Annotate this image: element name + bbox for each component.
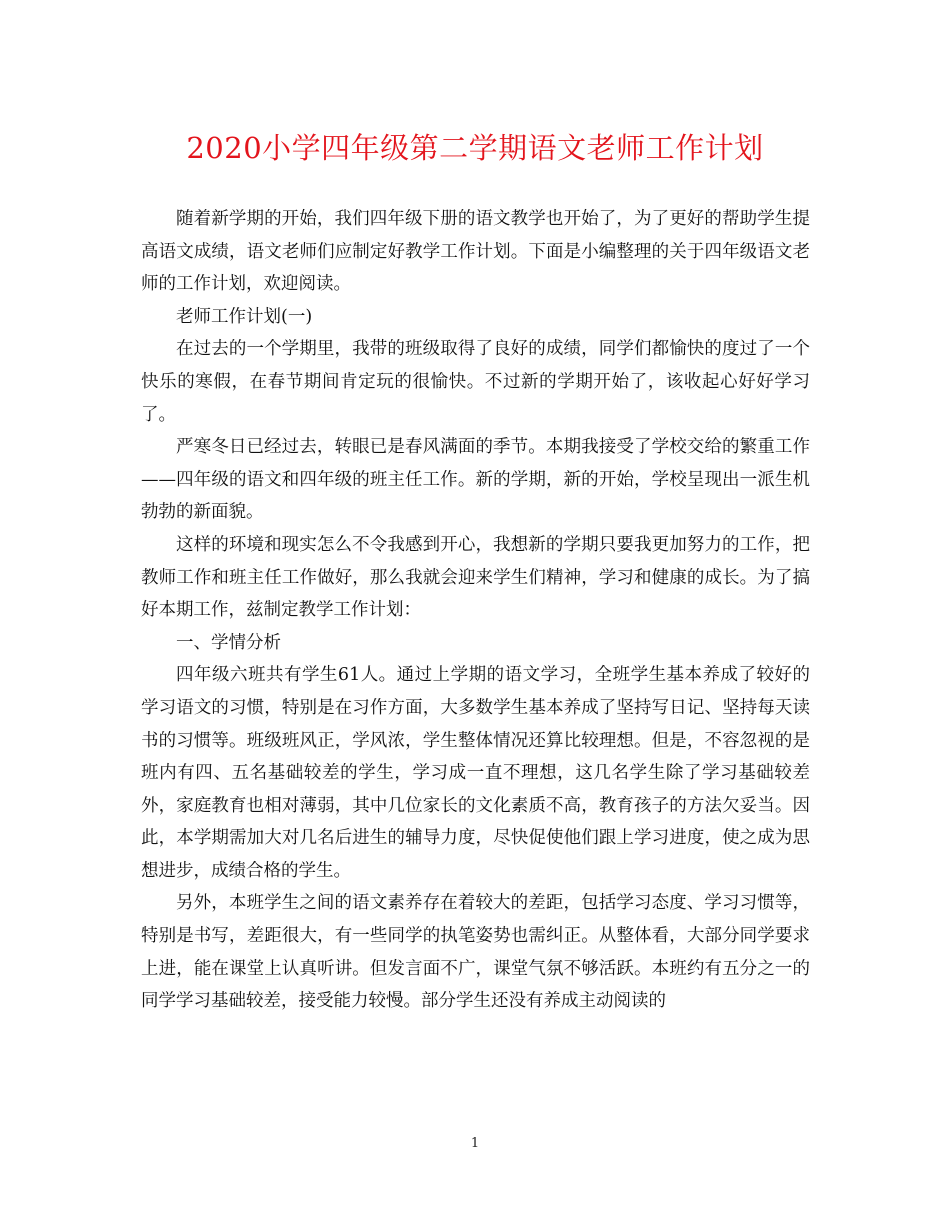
paragraph: 严寒冬日已经过去，转眼已是春风满面的季节。本期我接受了学校交给的繁重工作——四年级的语文和四年级的班主任工作。新的学期，新的开始，学校呈现出一派生机勃勃的新面貌。	[141, 437, 810, 523]
section-heading-plan-one: 老师工作计划(一)	[176, 306, 313, 327]
page-number: 1	[470, 1136, 480, 1151]
document-body	[141, 203, 810, 1018]
paragraph: 这样的环境和现实怎么不令我感到开心，我想新的学期只要我更加努力的工作，把教师工作和班主任工作做好，那么我就会迎来学生们精神，学习和健康的成长。为了搞好本期工作，兹制定教学工作计划：	[141, 534, 810, 621]
paragraph: 另外，本班学生之间的语文素养存在着较大的差距，包括学习态度、学习习惯等，特别是书写，差距很大，有一些同学的执笔姿势也需纠正。从整体看，大部分同学要求上进，能在课堂上认真听讲。但发言面不广，课堂气氛不够活跃。本班约有五分之一的同学学习基础较差，接受能力较慢。部分学生还没有养成主动阅读的	[141, 893, 810, 1012]
paragraph: 在过去的一个学期里，我带的班级取得了良好的成绩，同学们都愉快的度过了一个快乐的寒假，在春节期间肯定玩的很愉快。不过新的学期开始了，该收起心好好学习了。	[141, 339, 810, 425]
section-heading-situation-analysis: 一、学情分析	[176, 632, 281, 653]
paragraph-intro: 随着新学期的开始，我们四年级下册的语文教学也开始了，为了更好的帮助学生提高语文成绩，语文老师们应制定好教学工作计划。下面是小编整理的关于四年级语文老师的工作计划，欢迎阅读。	[141, 209, 810, 295]
paragraph: 四年级六班共有学生61人。通过上学期的语文学习，全班学生基本养成了较好的学习语文的习惯，特别是在习作方面，大多数学生基本养成了坚持写日记、坚持每天读书的习惯等。班级班风正，学风浓，学生整体情况还算比较理想。但是，不容忽视的是班内有四、五名基础较差的学生，学习成一直不理想，这几名学生除了学习基础较差外，家庭教育也相对薄弱，其中几位家长的文化素质不高，教育孩子的方法欠妥当。因此，本学期需加大对几名后进生的辅导力度，尽快促使他们跟上学习进度，使之成为思想进步，成绩合格的学生。	[141, 665, 810, 881]
page-title: 2020小学四年级第二学期语文老师工作计划	[186, 131, 764, 165]
